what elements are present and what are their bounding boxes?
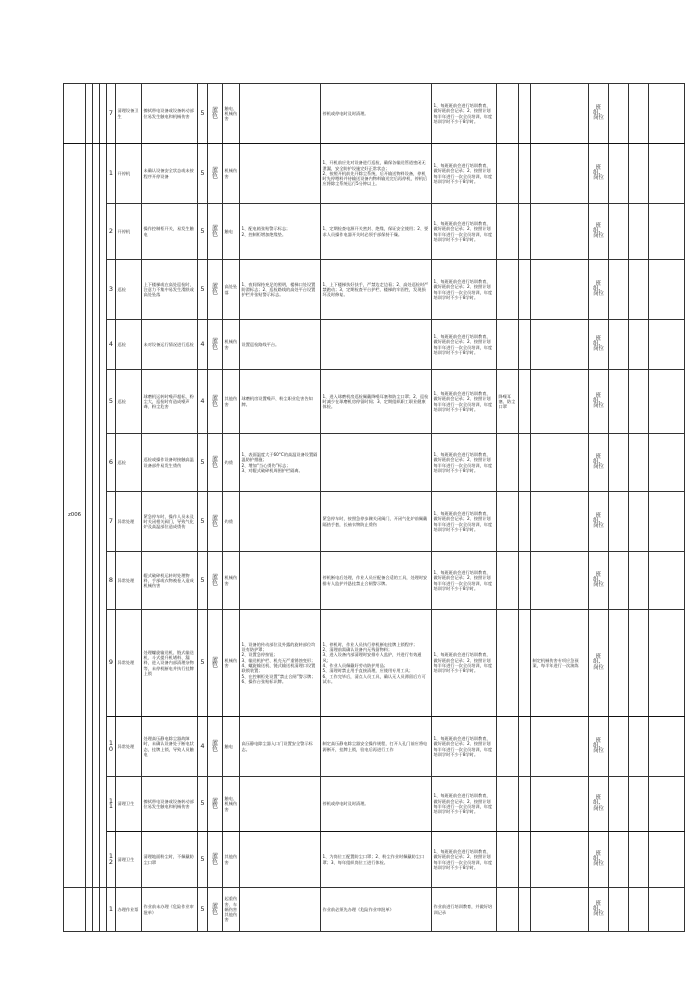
ppe-measures: [497, 610, 519, 717]
technical-measures: 高压静电除尘器入口门设置安全警示标志。: [240, 717, 321, 777]
blank-cell: [629, 832, 649, 888]
blank-cell: [629, 434, 649, 492]
risk-color: 蓝色: [208, 320, 223, 370]
ppe-measures: [497, 320, 519, 370]
consequence: 机械伤害: [223, 320, 240, 370]
hazard-description: 操作控制柜开关，易发生触电: [142, 204, 198, 260]
work-item: 巡检: [116, 434, 142, 492]
blank-cell: [519, 832, 531, 888]
management-measures: 作业前必须先办理《危险作业审批单》: [321, 888, 432, 932]
blank-cell: [609, 434, 629, 492]
ppe-measures: [497, 717, 519, 777]
work-item: 巡检: [116, 260, 142, 320]
responsible-party: 班组、岗位: [589, 144, 609, 204]
blank-cell: [629, 888, 649, 932]
training-measures: 1、每班班前会进行培训教育，做好班前会记录；2、按照计划每半年进行一次全员培训，年度培训学时不少于8学时。: [432, 84, 497, 144]
technical-measures: 设置巡检路线平台。: [240, 320, 321, 370]
step-number: 10: [107, 717, 116, 777]
emergency-measures: [531, 777, 589, 832]
training-measures: 1、每班班前会进行培训教育，做好班前会记录；2、按照计划每半年进行一次全员培训，年度培训学时不少于8学时。: [432, 610, 497, 717]
work-item: 清理设备卫生: [116, 84, 142, 144]
risk-level: 5: [198, 84, 208, 144]
emergency-measures: [531, 84, 589, 144]
table-row: [64, 370, 685, 434]
work-item: 异常处理: [116, 552, 142, 610]
responsible-party: 班组、岗位: [589, 492, 609, 552]
technical-measures: 球磨机房设置噪声、粉尘职业危害告知牌。: [240, 370, 321, 434]
consequence: 灼烫: [223, 492, 240, 552]
table-row: [64, 492, 685, 552]
step-number: 9: [107, 610, 116, 717]
emergency-measures: 制定机械伤害专项应急预案，每半年进行一次演练: [531, 610, 589, 717]
blank-cell: [629, 260, 649, 320]
technical-measures: [240, 888, 321, 932]
technical-measures: 1、配电箱张贴警示标志； 2、控制柜增加绝缘垫。: [240, 204, 321, 260]
ppe-measures: [497, 84, 519, 144]
blank-cell: [86, 888, 93, 932]
table-row: [64, 84, 685, 144]
blank-cell: [609, 888, 629, 932]
consequence: 触电、机械伤害: [223, 84, 240, 144]
technical-measures: [240, 777, 321, 832]
hazard-description: 处理高压静电除尘器故障时，未确认设备处于断电状态，挂牌上锁，导致人员触电: [142, 717, 198, 777]
blank-cell: [649, 204, 685, 260]
management-measures: 1、上下楼梯扶好扶手，严禁边走边看；2、高处巡检时严禁跑动；3、定期检查平台护栏、楼梯的牢固性，发现损坏及时修复。: [321, 260, 432, 320]
risk-color: 蓝色: [208, 260, 223, 320]
hazard-description: 紧急停车时，操作人员未及时关闭相关阀门，导致气化炉及高温部位造成烫伤: [142, 492, 198, 552]
step-number: 7: [107, 492, 116, 552]
hazard-description: 擦拭带电设备或设备转动部位易发生触电和机械伤害: [142, 777, 198, 832]
ppe-measures: 降噪耳塞、防尘口罩: [497, 370, 519, 434]
responsible-party: 班组、岗位: [589, 260, 609, 320]
blank-cell: [519, 777, 531, 832]
responsible-party: 班组、岗位: [589, 888, 609, 932]
risk-level: 5: [198, 204, 208, 260]
blank-cell: [86, 84, 93, 144]
blank-cell: [100, 888, 107, 932]
consequence: 触电、机械伤害: [223, 777, 240, 832]
risk-level: 5: [198, 888, 208, 932]
emergency-measures: [531, 888, 589, 932]
step-number: 8: [107, 552, 116, 610]
risk-color: 蓝色: [208, 777, 223, 832]
training-measures: 1、每班班前会进行培训教育，做好班前会记录；2、按照计划每半年进行一次全员培训，年度培训学时不少于8学时。: [432, 144, 497, 204]
blank-cell: [519, 434, 531, 492]
training-measures: 1、每班班前会进行培训教育，做好班前会记录；2、按照计划每半年进行一次全员培训，年度培训学时不少于8学时。: [432, 717, 497, 777]
blank-cell: [629, 144, 649, 204]
blank-cell: [609, 84, 629, 144]
blank-cell: [93, 888, 100, 932]
blank-cell: [609, 320, 629, 370]
emergency-measures: [531, 552, 589, 610]
consequence: 触电: [223, 204, 240, 260]
management-measures: 停机或停电时及时清理。: [321, 777, 432, 832]
responsible-party: 班组、岗位: [589, 717, 609, 777]
ppe-measures: [497, 260, 519, 320]
risk-level: 5: [198, 260, 208, 320]
blank-cell: [609, 144, 629, 204]
ppe-measures: [497, 204, 519, 260]
emergency-measures: [531, 832, 589, 888]
risk-color: 蓝色: [208, 204, 223, 260]
risk-level: 4: [198, 320, 208, 370]
blank-cell: [519, 204, 531, 260]
risk-level: 5: [198, 777, 208, 832]
training-measures: 1、每班班前会进行培训教育，做好班前会记录；2、按照计划每半年进行一次全员培训，年度培训学时不少于8学时。: [432, 492, 497, 552]
hazard-description: 清理地面粉尘时，不佩戴防尘口罩: [142, 832, 198, 888]
blank-cell: [519, 370, 531, 434]
group-code-cell: [64, 888, 86, 932]
management-measures: [321, 434, 432, 492]
blank-cell: [629, 84, 649, 144]
management-measures: 紧急停车时，按照急停步骤关闭阀门，开闭气化炉前佩戴隔热手套，长袖衣物防止烫伤: [321, 492, 432, 552]
technical-measures: 1、设备的传动部位及外露的旋转部位均设有防护罩； 2、设置急停按钮； 3、输送机护栏、机壳无严重锈蚀变形； 4、螺旋输送机、链式输送机清理口设置联锁装置； 5、在控制柜处设置“禁止合闸”警示牌； 6、操作台张贴标识牌。: [240, 610, 321, 717]
work-item: 异常处理: [116, 492, 142, 552]
step-number: 1: [107, 888, 116, 932]
technical-measures: [240, 492, 321, 552]
blank-cell: [609, 492, 629, 552]
management-measures: 1、开机前应先对设备进行巡检，确保各输送管道密闭无泄漏，安全防护设施完好正常状态； 2、按照开机前先开除尘系统，后开输送物料设备，停机时先停喂料并待输送设备内物料输送完后再停机，停机后应将除尘系统运行5分钟以上。: [321, 144, 432, 204]
responsible-party: 班组、岗位: [589, 370, 609, 434]
blank-cell: [649, 434, 685, 492]
risk-color: 蓝色: [208, 370, 223, 434]
risk-color: 蓝色: [208, 888, 223, 932]
work-item: 清理卫生: [116, 832, 142, 888]
management-measures: 1、停机时，作业人员执行停机断电挂牌上锁程序； 2、清理前需确认设备内无残留物料； 3、进入设备内部清理时安排专人监护，并进行有效通风； 4、作业人员佩戴好劳动防护用品； 5、清理时禁止用手直接清理，应使用专用工具； 6、工作完毕后，清点人员工具，确认无人员滞留后方可试车。: [321, 610, 432, 717]
table-row: [64, 260, 685, 320]
blank-cell: [649, 832, 685, 888]
emergency-measures: [531, 260, 589, 320]
blank-cell: [100, 144, 107, 888]
emergency-measures: [531, 320, 589, 370]
work-item: 异常处理: [116, 610, 142, 717]
step-number: 5: [107, 370, 116, 434]
risk-color: 蓝色: [208, 434, 223, 492]
blank-cell: [629, 204, 649, 260]
table-row: [64, 777, 685, 832]
risk-level: 5: [198, 552, 208, 610]
work-item: 开停机: [116, 204, 142, 260]
technical-measures: [240, 552, 321, 610]
blank-cell: [609, 204, 629, 260]
risk-color: 蓝色: [208, 492, 223, 552]
consequence: 机械伤害: [223, 552, 240, 610]
work-item: 巡检: [116, 370, 142, 434]
step-number: 3: [107, 260, 116, 320]
table-row: [64, 320, 685, 370]
blank-cell: [609, 552, 629, 610]
blank-cell: [86, 144, 93, 888]
hazard-description: 未对设备运行情况进行巡检: [142, 320, 198, 370]
blank-cell: [609, 777, 629, 832]
responsible-party: 班组、岗位: [589, 320, 609, 370]
management-measures: 停机断电后处理，作业人员应配备合适的工具，处理时安排专人监护并悬挂禁止合闸警示牌。: [321, 552, 432, 610]
blank-cell: [519, 320, 531, 370]
blank-cell: [649, 717, 685, 777]
blank-cell: [609, 610, 629, 717]
technical-measures: 1、表面温度大于60°C的高温设备设置隔温防护措施； 2、增加“当心烫伤”标志； 3、对辊式破碎机周围护栏隔离。: [240, 434, 321, 492]
hazard-description: 处理螺旋输送机、链式输送机、斗式提升机堵料、漏料，进入设备内部清理杂物等，未停机断电并执行挂牌上锁: [142, 610, 198, 717]
risk-color: 蓝色: [208, 717, 223, 777]
consequence: 其他伤害: [223, 370, 240, 434]
responsible-party: 班组、岗位: [589, 777, 609, 832]
section-code: z006: [64, 144, 86, 888]
table-row: [64, 434, 685, 492]
risk-level: 5: [198, 610, 208, 717]
blank-cell: [629, 552, 649, 610]
ppe-measures: [497, 888, 519, 932]
blank-cell: [649, 144, 685, 204]
blank-cell: [519, 888, 531, 932]
blank-cell: [649, 552, 685, 610]
technical-measures: [240, 84, 321, 144]
blank-cell: [629, 610, 649, 717]
step-number: 4: [107, 320, 116, 370]
emergency-measures: [531, 204, 589, 260]
blank-cell: [519, 144, 531, 204]
ppe-measures: [497, 434, 519, 492]
management-measures: 1、进入球磨机房巡检佩戴降噪耳塞和防尘口罩；2、巡检时减少在球磨机房停留时间；3、定期组织职工职业健康体检。: [321, 370, 432, 434]
risk-color: 蓝色: [208, 832, 223, 888]
blank-cell: [93, 84, 100, 144]
risk-color: 蓝色: [208, 610, 223, 717]
risk-color: 蓝色: [208, 552, 223, 610]
blank-cell: [649, 260, 685, 320]
training-measures: 作业前进行培训教育，并做好培训记录: [432, 888, 497, 932]
training-measures: 1、每班班前会进行培训教育，做好班前会记录；2、按照计划每半年进行一次全员培训，年度培训学时不少于8学时。: [432, 777, 497, 832]
work-item: 办理作业票: [116, 888, 142, 932]
responsible-party: 班组、岗位: [589, 610, 609, 717]
training-measures: 1、每班班前会进行培训教育，做好班前会记录；2、按照计划每半年进行一次全员培训，年度培训学时不少于8学时。: [432, 320, 497, 370]
ppe-measures: [497, 832, 519, 888]
hazard-description: 辊式破碎机运转时处理物料，手部或衣物被卷入造成机械伤害: [142, 552, 198, 610]
responsible-party: 班组、岗位: [589, 434, 609, 492]
work-item: 异常处理: [116, 717, 142, 777]
blank-cell: [100, 84, 107, 144]
blank-cell: [609, 260, 629, 320]
risk-level: 4: [198, 370, 208, 434]
step-number: 6: [107, 434, 116, 492]
training-measures: 1、每班班前会进行培训教育，做好班前会记录；2、按照计划每半年进行一次全员培训，年度培训学时不少于8学时。: [432, 204, 497, 260]
consequence: 机械伤害: [223, 144, 240, 204]
blank-cell: [629, 717, 649, 777]
risk-level: 5: [198, 144, 208, 204]
blank-cell: [609, 832, 629, 888]
blank-cell: [629, 370, 649, 434]
training-measures: 1、每班班前会进行培训教育，做好班前会记录；2、按照计划每半年进行一次全员培训，年度培训学时不少于8学时。: [432, 370, 497, 434]
hazard-description: 上下楼梯或在高处巡检时，注意力不集中易发生滑跌或高处坠落: [142, 260, 198, 320]
risk-color: 蓝色: [208, 84, 223, 144]
blank-cell: [609, 370, 629, 434]
responsible-party: 班组、岗位: [589, 832, 609, 888]
step-number: 7: [107, 84, 116, 144]
management-measures: 停机或停电时及时清理。: [321, 84, 432, 144]
blank-cell: [609, 717, 629, 777]
work-item: 开停机: [116, 144, 142, 204]
step-number: 12: [107, 832, 116, 888]
training-measures: 1、每班班前会进行培训教育，做好班前会记录；2、按照计划每半年进行一次全员培训，年度培训学时不少于8学时。: [432, 434, 497, 492]
blank-cell: [649, 492, 685, 552]
blank-cell: [649, 777, 685, 832]
blank-cell: [519, 717, 531, 777]
table-row: [64, 144, 685, 204]
hazard-description: 擦拭带电设备或设备转动部位易发生触电和机械伤害: [142, 84, 198, 144]
hazard-description: 巡检或操作设备时接触高温设备部件易发生烫伤: [142, 434, 198, 492]
table-row: [64, 832, 685, 888]
management-measures: 1、为岗位工配置防尘口罩；2、粉尘作业时佩戴防尘口罩；3、每年组织岗位工进行体检。: [321, 832, 432, 888]
hazard-description: 未确认设备安全状态或未按程序开停设备: [142, 144, 198, 204]
table-row: [64, 552, 685, 610]
table-row: [64, 888, 685, 932]
responsible-party: 班组、岗位: [589, 552, 609, 610]
blank-cell: [519, 552, 531, 610]
blank-cell: [649, 320, 685, 370]
step-number: 2: [107, 204, 116, 260]
table-row: [64, 204, 685, 260]
work-item: 巡检: [116, 320, 142, 370]
blank-cell: [93, 144, 100, 888]
blank-cell: [519, 260, 531, 320]
hazard-description: 球磨机运转时噪声超标，粉尘大，巡检时有造成噪声聋、粉尘危害: [142, 370, 198, 434]
technical-measures: [240, 832, 321, 888]
risk-level: 5: [198, 492, 208, 552]
consequence: 其他伤害: [223, 832, 240, 888]
responsible-party: 班组、岗位: [589, 204, 609, 260]
emergency-measures: [531, 434, 589, 492]
risk-level: 5: [198, 434, 208, 492]
blank-cell: [649, 888, 685, 932]
management-measures: [321, 320, 432, 370]
ppe-measures: [497, 777, 519, 832]
ppe-measures: [497, 144, 519, 204]
work-item: 清理卫生: [116, 777, 142, 832]
training-measures: 1、每班班前会进行培训教育，做好班前会记录；2、按照计划每半年进行一次全员培训，年度培训学时不少于8学时。: [432, 832, 497, 888]
risk-level: 5: [198, 832, 208, 888]
table-row: [64, 610, 685, 717]
emergency-measures: [531, 370, 589, 434]
consequence: 高处坠落: [223, 260, 240, 320]
training-measures: 1、每班班前会进行培训教育，做好班前会记录；2、按照计划每半年进行一次全员培训，年度培训学时不少于8学时。: [432, 552, 497, 610]
blank-cell: [629, 492, 649, 552]
responsible-party: 班组、岗位: [589, 84, 609, 144]
blank-cell: [519, 610, 531, 717]
emergency-measures: [531, 144, 589, 204]
consequence: 起重伤害、车辆伤害其他伤害: [223, 888, 240, 932]
consequence: 机械伤害: [223, 610, 240, 717]
consequence: 触电: [223, 717, 240, 777]
blank-cell: [649, 84, 685, 144]
blank-cell: [649, 370, 685, 434]
consequence: 灼烫: [223, 434, 240, 492]
ppe-measures: [497, 552, 519, 610]
blank-cell: [629, 320, 649, 370]
risk-color: 蓝色: [208, 144, 223, 204]
technical-measures: [240, 144, 321, 204]
step-number: 11: [107, 777, 116, 832]
ppe-measures: [497, 492, 519, 552]
risk-control-table: [63, 83, 685, 932]
emergency-measures: [531, 492, 589, 552]
step-number: 1: [107, 144, 116, 204]
table-row: [64, 717, 685, 777]
training-measures: 1、每班班前会进行培训教育，做好班前会记录；2、按照计划每半年进行一次全员培训，年度培训学时不少于8学时。: [432, 260, 497, 320]
blank-cell: [629, 777, 649, 832]
emergency-measures: [531, 717, 589, 777]
blank-cell: [649, 610, 685, 717]
hazard-description: 作业前未办理《危险作业审批单》: [142, 888, 198, 932]
group-code-cell: [64, 84, 86, 144]
blank-cell: [519, 84, 531, 144]
risk-level: 4: [198, 717, 208, 777]
technical-measures: 1、夜间保持充足的照明，楼梯口处设置防滑标志；2、巡检路线的高处平台设置护栏并张贴警示标志。: [240, 260, 321, 320]
blank-cell: [519, 492, 531, 552]
management-measures: 1、定期检查电源开关密封、绝缘，保证安全使用；2、要求人员操作电器开关时必须手部保持干燥。: [321, 204, 432, 260]
management-measures: 制定高压静电除尘器安全操作规程，打开人孔门前应将电源断开，挂牌上锁，验电后再进行工作: [321, 717, 432, 777]
